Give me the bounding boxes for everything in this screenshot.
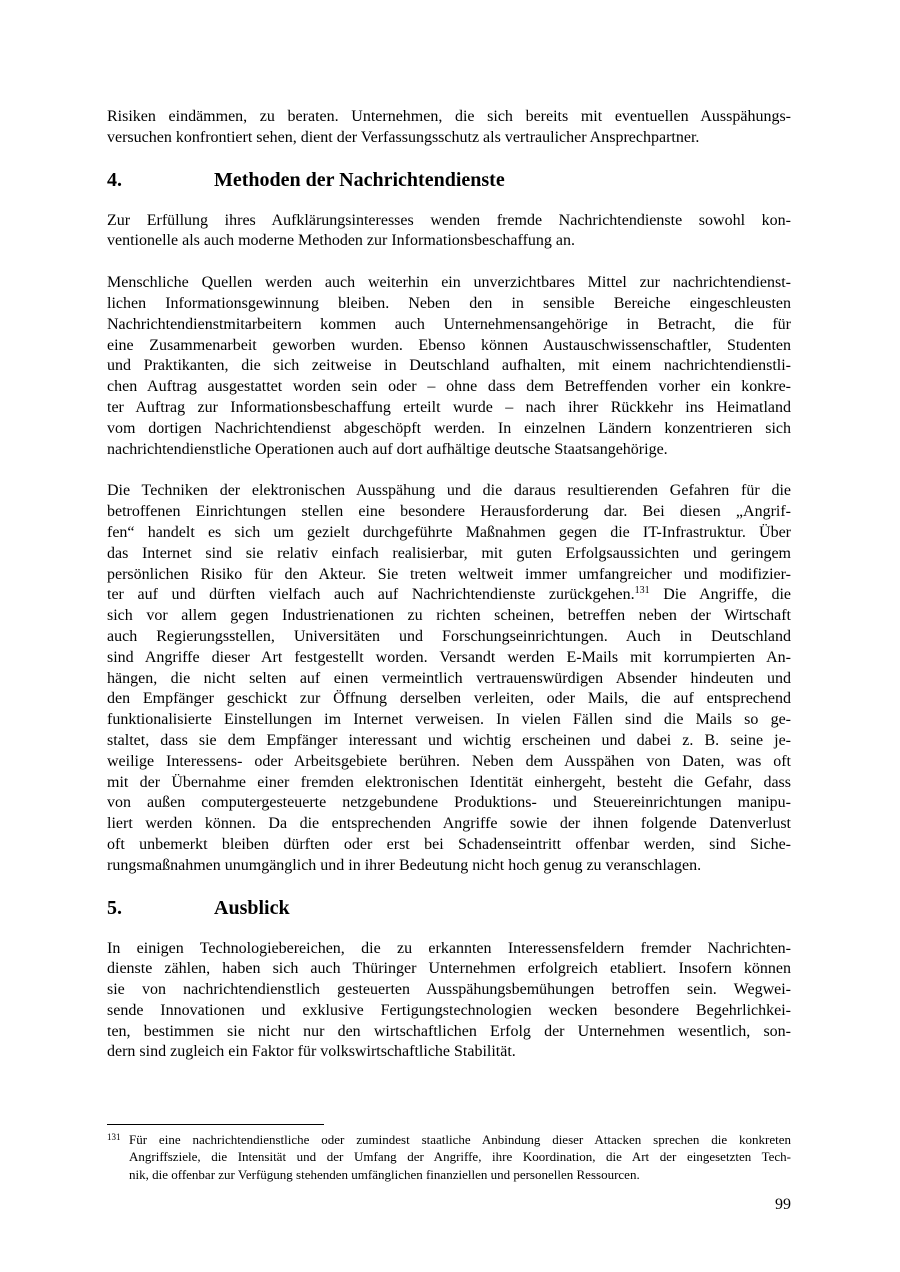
- footnote-separator: [107, 1124, 324, 1125]
- footnote-line: nik, die offenbar zur Verfügung stehenden umfänglichen finanziellen und personellen Ressourcen.: [129, 1166, 640, 1182]
- text-line: sie von nachrichtendienstlich gesteuerten Ausspähungsbemühungen betroffen sein. Wegwei-: [107, 981, 791, 999]
- text-line: funktionalisierte Einstellungen im Internet verweisen. In vielen Fällen sind die Mails so ge-: [107, 711, 791, 729]
- text-line: chen Auftrag ausgestattet worden sein oder – ohne dass dem Betreffenden vorher ein konkre-: [107, 378, 791, 396]
- text-line: Die Techniken der elektronischen Ausspähung und die daraus resultierenden Gefahren für die: [107, 482, 791, 500]
- text-line: ten, bestimmen sie nicht nur den wirtschaftlichen Erfolg der Unternehmen wesentlich, son-: [107, 1022, 791, 1040]
- text-line: sende Innovationen und exklusive Fertigungstechnologien wecken besondere Begehrlichkei-: [107, 1001, 791, 1019]
- text-line: auch Regierungsstellen, Universitäten und Forschungseinrichtungen. Auch in Deutschland: [107, 627, 791, 645]
- section-title: Ausblick: [214, 896, 290, 919]
- text-line: von außen computergesteuerte netzgebundene Produktions- und Steuereinrichtungen manipu-: [107, 794, 791, 812]
- text-line: ter Auftrag zur Informationsbeschaffung erteilt wurde – nach ihrer Rückkehr ins Heimatland: [107, 398, 791, 416]
- text-line-with-footnote: [107, 585, 791, 606]
- page-body: [107, 107, 791, 1063]
- text-line: rungsmaßnahmen unumgänglich und in ihrer Bedeutung nicht hoch genug zu veranschlagen.: [107, 856, 702, 874]
- section-number: 4.: [107, 168, 122, 191]
- text-line: ventionelle als auch moderne Methoden zur Informationsbeschaffung an.: [107, 232, 575, 250]
- footnote-text: [129, 1131, 791, 1183]
- text-segment: ter auf und dürften vielfach auch auf Nachrichtendienste zurückgehen.: [107, 586, 635, 604]
- text-line: und Praktikanten, die sich zeitweise in Deutschland aufhalten, mit einem nachrichtendienstli-: [107, 357, 791, 375]
- text-line: Zur Erfüllung ihres Aufklärungsinteresses wenden fremde Nachrichtendienste sowohl kon-: [107, 211, 791, 229]
- text-line: liert werden können. Da die entsprechenden Angriffe sowie der ihnen folgende Datenverlust: [107, 815, 791, 833]
- footnote-line: Für eine nachrichtendienstliche oder zumindest staatliche Anbindung dieser Attacken sprechen die konkreten: [129, 1132, 791, 1147]
- text-line: eine Zusammenarbeit geworben wurden. Ebenso können Austauschwissenschaftler, Studenten: [107, 336, 791, 354]
- text-line: mit der Übernahme einer fremden elektronischen Identität einhergeht, besteht die Gefahr, dass: [107, 773, 791, 791]
- paragraph-sec4-3: [107, 481, 791, 876]
- section-heading-5: [107, 895, 791, 921]
- text-line: hängen, die nicht selten auf einen vermeintlich vertrauenswürdigen Absender hindeuten und: [107, 669, 791, 687]
- section-title: Methoden der Nachrichtendienste: [214, 168, 505, 191]
- paragraph-sec5-1: [107, 939, 791, 1064]
- text-line: das Internet sind sie relativ einfach realisierbar, mit guten Erfolgsaussichten und geringem: [107, 544, 791, 562]
- text-line: versuchen konfrontiert sehen, dient der Verfassungsschutz als vertraulicher Ansprechpartner.: [107, 128, 700, 146]
- text-line: betroffenen Einrichtungen stellen eine besondere Herausforderung dar. Bei diesen „Angrif-: [107, 503, 791, 521]
- text-line: sind Angriffe dieser Art festgestellt worden. Versandt werden E-Mails mit korrumpierten An-: [107, 648, 791, 666]
- text-segment: Die Angriffe, die: [649, 586, 791, 604]
- footnote: [107, 1131, 791, 1183]
- text-line: Nachrichtendienstmitarbeitern kommen auch Unternehmensangehörige in Betracht, die für: [107, 315, 791, 333]
- page-number: 99: [775, 1196, 791, 1213]
- text-line: Risiken eindämmen, zu beraten. Unternehmen, die sich bereits mit eventuellen Ausspähungs-: [107, 108, 791, 125]
- text-line: oft unbemerkt bleiben dürften oder erst bei Schadenseintritt offenbar werden, sind Siche-: [107, 835, 791, 853]
- text-line: In einigen Technologiebereichen, die zu erkannten Interessensfeldern fremder Nachrichten-: [107, 939, 791, 957]
- text-line: persönlichen Risiko für den Akteur. Sie treten weltweit immer umfangreicher und modifizier-: [107, 565, 791, 583]
- paragraph-sec4-1: [107, 211, 791, 253]
- text-line: vom dortigen Nachrichtendienst abgeschöpft werden. In einzelnen Ländern konzentrieren sich: [107, 419, 791, 437]
- text-line: sich vor allem gegen Industrienationen zu richten scheinen, betreffen neben der Wirtschaft: [107, 607, 791, 625]
- paragraph-sec4-2: [107, 273, 791, 460]
- text-line: nachrichtendienstliche Operationen auch auf dort aufhältige deutsche Staatsangehörige.: [107, 440, 668, 458]
- text-line: den Empfänger geschickt zur Öffnung derselben verleiten, oder Mails, die auf entsprechend: [107, 690, 791, 708]
- section-heading-4: [107, 167, 791, 193]
- text-line: staltet, dass sie dem Empfänger interessant und wichtig erscheinen und dabei z. B. seine je-: [107, 731, 791, 749]
- section-number: 5.: [107, 896, 122, 919]
- text-line: Menschliche Quellen werden auch weiterhin ein unverzichtbares Mittel zur nachrichtendienst-: [107, 274, 791, 292]
- footnote-line: Angriffsziele, die Intensität und der Umfang der Angriffe, ihre Koordination, die Art der eingesetzten Tech-: [129, 1149, 791, 1165]
- text-line: weilige Interessens- oder Arbeitsgebiete berühren. Neben dem Ausspähen von Daten, was oft: [107, 752, 791, 770]
- text-line: fen“ handelt es sich um gezielt durchgeführte Maßnahmen gegen die IT-Infrastruktur. Über: [107, 523, 791, 541]
- text-line: lichen Informationsgewinnung bleiben. Neben den in sensible Bereiche eingeschleusten: [107, 294, 791, 312]
- footnote-mark: 131: [107, 1132, 121, 1142]
- footnote-reference[interactable]: 131: [634, 585, 650, 597]
- text-line: dern sind zugleich ein Faktor für volkswirtschaftliche Stabilität.: [107, 1043, 516, 1061]
- text-line: dienste zählen, haben sich auch Thüringer Unternehmen erfolgreich etabliert. Insofern können: [107, 960, 791, 978]
- paragraph-intro: [107, 107, 791, 149]
